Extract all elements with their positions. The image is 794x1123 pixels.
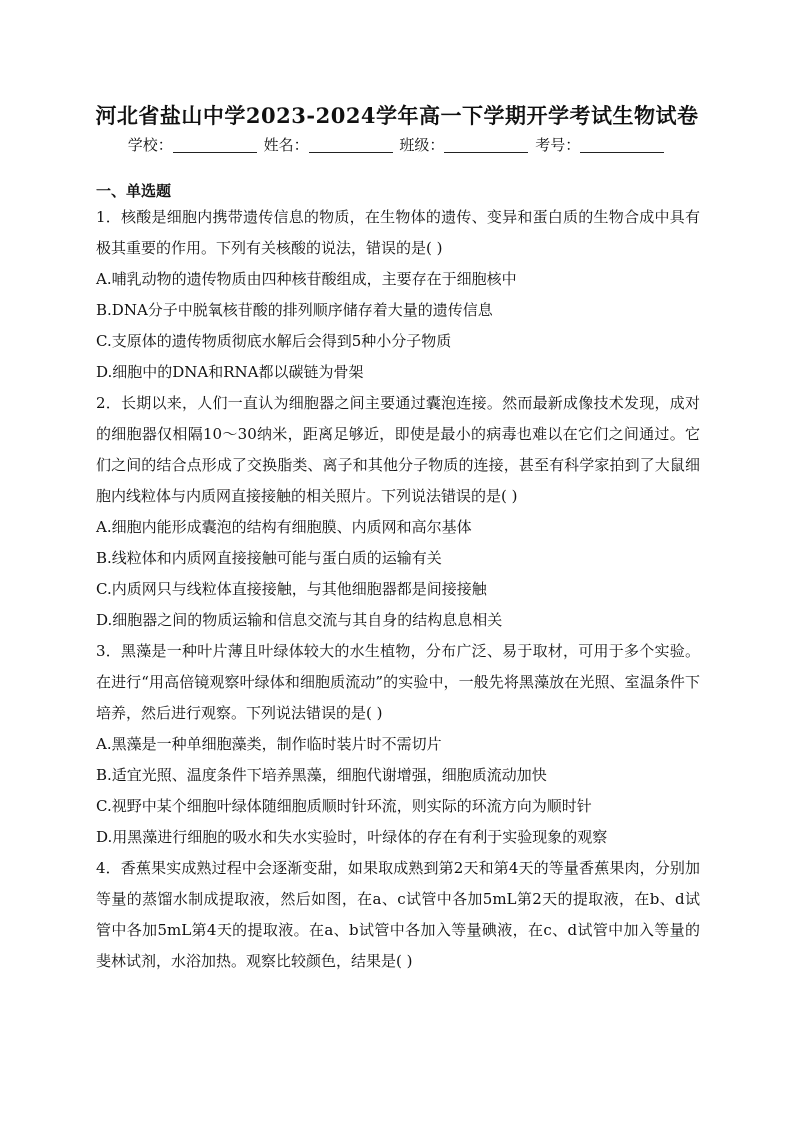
question-list: [96, 202, 700, 977]
question-option: B.DNA分子中脱氧核苷酸的排列顺序储存着大量的遗传信息: [96, 301, 493, 319]
question-stem: 3．黑藻是一种叶片薄且叶绿体较大的水生植物，分布广泛、易于取材，可用于多个实验。在进行“用高倍镜观察叶绿体和细胞质流动”的实验中，一般先将黑藻放在光照、室温条件下培养，然后进行观察。下列说法错误的是( ): [96, 642, 700, 722]
student-info-line: [0, 134, 794, 155]
question-option: C.内质网只与线粒体直接接触，与其他细胞器都是间接接触: [96, 580, 487, 598]
section-title: 一、单选题: [96, 182, 172, 200]
name-label: 姓名：: [263, 136, 309, 154]
question-option: A.细胞内能形成囊泡的结构有细胞膜、内质网和高尔基体: [96, 518, 472, 536]
question-option: A.哺乳动物的遗传物质由四种核苷酸组成，主要存在于细胞核中: [96, 270, 517, 288]
page-title: 河北省盐山中学2023-2024学年高一下学期开学考试生物试卷: [95, 103, 699, 128]
question-option: B.线粒体和内质网直接接触可能与蛋白质的运输有关: [96, 549, 442, 567]
question-option: D.细胞中的DNA和RNA都以碳链为骨架: [96, 363, 364, 381]
question-option: C.视野中某个细胞叶绿体随细胞质顺时针环流，则实际的环流方向为顺时针: [96, 797, 592, 815]
question-option: C.支原体的遗传物质彻底水解后会得到5种小分子物质: [96, 332, 452, 350]
school-blank: [173, 138, 257, 153]
class-blank: [444, 138, 528, 153]
question-stem: 1．核酸是细胞内携带遗传信息的物质，在生物体的遗传、变异和蛋白质的生物合成中具有极其重要的作用。下列有关核酸的说法，错误的是( ): [96, 208, 700, 257]
question-option: A.黑藻是一种单细胞藻类，制作临时装片时不需切片: [96, 735, 442, 753]
school-label: 学校：: [127, 136, 173, 154]
question-option: D.用黑藻进行细胞的吸水和失水实验时，叶绿体的存在有利于实验现象的观察: [96, 828, 608, 846]
name-blank: [309, 138, 393, 153]
question-stem: 4．香蕉果实成熟过程中会逐渐变甜，如果取成熟到第2天和第4天的等量香蕉果肉，分别加等量的蒸馏水制成提取液，然后如图，在a、c试管中各加5mL第2天的提取液，在b、d试管中各加5mL第4天的提取液。在a、b试管中各加入等量碘液，在c、d试管中加入等量的斐林试剂，水浴加热。观察比较颜色，结果是( ): [96, 859, 700, 970]
number-blank: [580, 138, 664, 153]
class-label: 班级：: [399, 136, 445, 154]
question-option: B.适宜光照、温度条件下培养黑藻，细胞代谢增强，细胞质流动加快: [96, 766, 547, 784]
question-stem: 2．长期以来，人们一直认为细胞器之间主要通过囊泡连接。然而最新成像技术发现，成对的细胞器仅相隔10～30纳米，距离足够近，即使是最小的病毒也难以在它们之间通过。它们之间的结合点形成了交换脂类、离子和其他分子物质的连接，甚至有科学家拍到了大鼠细胞内线粒体与内质网直接接触的相关照片。下列说法错误的是( ): [96, 394, 700, 505]
question-option: D.细胞器之间的物质运输和信息交流与其自身的结构息息相关: [96, 611, 503, 629]
number-label: 考号：: [535, 136, 581, 154]
